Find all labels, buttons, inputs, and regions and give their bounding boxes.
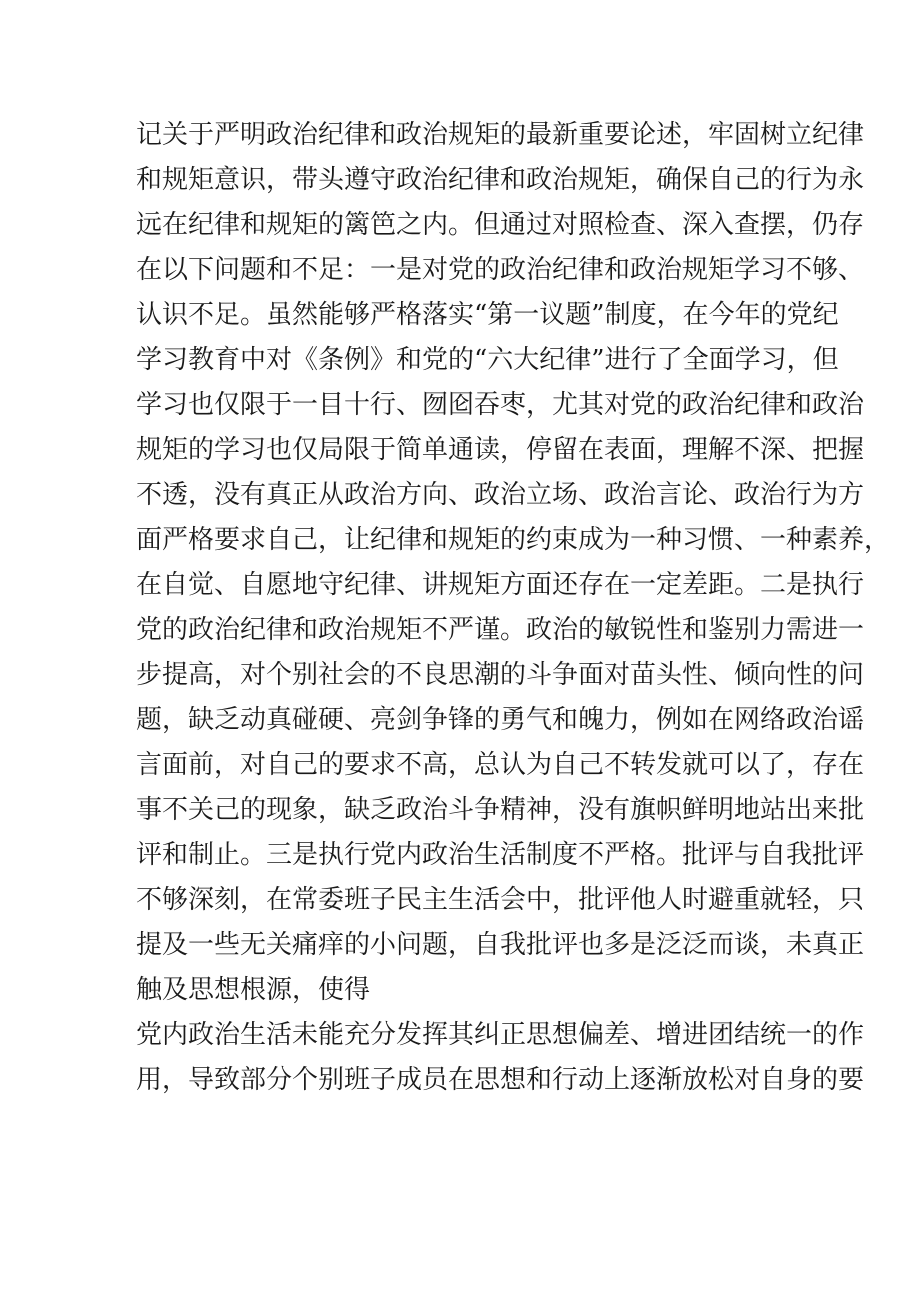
text-line: 步提高，对个别社会的不良思潮的斗争面对苗头性、倾向性的问 xyxy=(136,660,865,690)
text-line: 事不关己的现象，缺乏政治斗争精神，没有旗帜鲜明地站出来批 xyxy=(136,795,865,825)
text-line: 提及一些无关痛痒的小问题，自我批评也多是泛泛而谈，未真正 xyxy=(136,930,865,960)
text-line: 认识不足。虽然能够严格落实“第一议题”制度，在今年的党纪 xyxy=(136,300,839,330)
text-line: 和规矩意识，带头遵守政治纪律和政治规矩，确保自己的行为永 xyxy=(136,165,865,195)
text-line: 远在纪律和规矩的篱笆之内。但通过对照检查、深入查摆，仍存 xyxy=(136,210,865,240)
text-line: 学习教育中对《条例》和党的“六大纪律”进行了全面学习，但 xyxy=(136,345,839,375)
text-line: 记关于严明政治纪律和政治规矩的最新重要论述，牢固树立纪律 xyxy=(136,120,865,150)
text-line: 党的政治纪律和政治规矩不严谨。政治的敏锐性和鉴别力需进一 xyxy=(136,615,865,645)
text-line: 题，缺乏动真碰硬、亮剑争锋的勇气和魄力，例如在网络政治谣 xyxy=(136,705,865,735)
text-line: 党内政治生活未能充分发挥其纠正思想偏差、增进团结统一的作 xyxy=(136,1020,865,1050)
text-line: 用，导致部分个别班子成员在思想和行动上逐渐放松对自身的要 xyxy=(136,1065,865,1095)
text-line: 言面前，对自己的要求不高，总认为自己不转发就可以了，存在 xyxy=(136,750,865,780)
text-line: 规矩的学习也仅局限于简单通读，停留在表面，理解不深、把握 xyxy=(136,435,865,465)
text-line: 触及思想根源，使得 xyxy=(136,975,371,1005)
text-line: 学习也仅限于一目十行、囫囵吞枣，尤其对党的政治纪律和政治 xyxy=(136,390,865,420)
text-line: 在自觉、自愿地守纪律、讲规矩方面还存在一定差距。二是执行 xyxy=(136,570,865,600)
text-line: 评和制止。三是执行党内政治生活制度不严格。批评与自我批评 xyxy=(136,840,865,870)
text-line: 在以下问题和不足：一是对党的政治纪律和政治规矩学习不够、 xyxy=(136,255,865,285)
text-line: 不透，没有真正从政治方向、政治立场、政治言论、政治行为方 xyxy=(136,480,865,510)
text-line: 面严格要求自己，让纪律和规矩的约束成为一种习惯、一种素养， xyxy=(136,525,891,555)
text-line: 不够深刻，在常委班子民主生活会中，批评他人时避重就轻，只 xyxy=(136,885,865,915)
